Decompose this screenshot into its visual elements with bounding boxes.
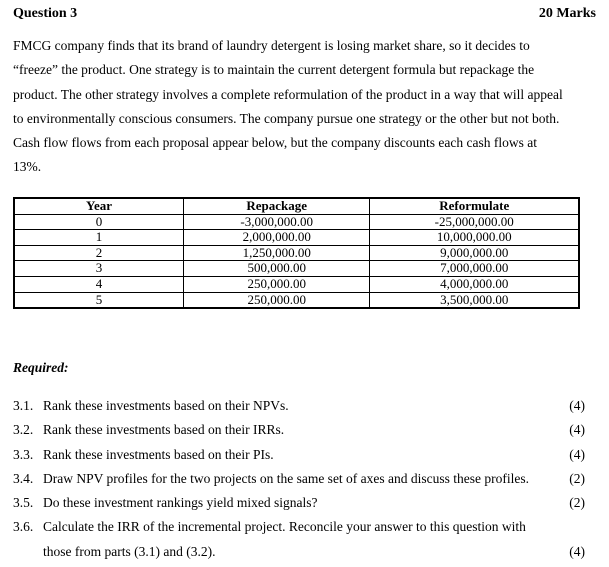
list-item <box>13 515 585 564</box>
list-item <box>13 443 585 467</box>
intro-line: Cash flow flows from each proposal appear below, but the company discounts each cash flows at <box>13 135 537 151</box>
question-text: Rank these investments based on their IRRs. <box>43 422 285 438</box>
intro-line: “freeze” the product. One strategy is to maintain the current detergent formula but repackage the <box>13 62 535 78</box>
question-number: 3.2. <box>13 422 34 438</box>
question-text: Draw NPV profiles for the two projects on the same set of axes and discuss these profiles. <box>43 470 530 486</box>
list-item <box>13 394 585 418</box>
question-mark: (2) <box>569 470 585 486</box>
table-cell: 500,000.00 <box>184 261 370 277</box>
table-cell: 1,250,000.00 <box>184 245 370 261</box>
table-cell: 250,000.00 <box>184 276 370 292</box>
table-cell: -25,000,000.00 <box>370 214 579 230</box>
cash-flow-table <box>13 197 580 309</box>
table-cell: 0 <box>14 214 184 230</box>
table-row <box>14 261 579 277</box>
question-number: 3.3. <box>13 446 34 462</box>
intro-line: product. The other strategy involves a complete reformulation of the product in a way that will appeal <box>13 86 563 102</box>
question-title: Question 3 <box>13 6 78 21</box>
list-item <box>13 491 585 515</box>
intro-paragraph <box>13 34 596 180</box>
table-cell: 9,000,000.00 <box>370 245 579 261</box>
table-cell: 7,000,000.00 <box>370 261 579 277</box>
question-header <box>13 6 596 26</box>
question-number: 3.1. <box>13 398 34 413</box>
list-item <box>13 418 585 442</box>
question-marks: 20 Marks <box>538 6 596 21</box>
table-row <box>14 292 579 308</box>
required-heading: Required: <box>13 360 69 375</box>
question-list <box>13 394 585 564</box>
list-item <box>13 467 585 491</box>
question-text: Calculate the IRR of the incremental project. Reconcile your answer to this question with those from parts (3.1) and (3.2). <box>43 519 526 559</box>
table-cell: 5 <box>14 292 184 308</box>
table-cell: 2 <box>14 245 184 261</box>
question-number: 3.6. <box>13 519 34 535</box>
table-header-row <box>14 198 579 214</box>
table-cell: 2,000,000.00 <box>184 230 370 246</box>
table-cell: 250,000.00 <box>184 292 370 308</box>
table-row <box>14 214 579 230</box>
table-header-reformulate: Reformulate <box>370 198 579 214</box>
question-mark: (4) <box>569 422 585 438</box>
table-row <box>14 245 579 261</box>
table-cell: 10,000,000.00 <box>370 230 579 246</box>
question-text: Rank these investments based on their NPVs. <box>43 398 289 413</box>
question-mark: (4) <box>569 398 585 413</box>
table-cell: 1 <box>14 230 184 246</box>
table-header-repackage: Repackage <box>184 198 370 214</box>
table-cell: -3,000,000.00 <box>184 214 370 230</box>
intro-line: to environmentally conscious consumers. The company pursue one strategy or the other but not both. <box>13 110 560 126</box>
table-row <box>14 276 579 292</box>
intro-line: 13%. <box>13 159 42 175</box>
question-number: 3.5. <box>13 495 34 511</box>
question-mark: (4) <box>569 543 585 559</box>
question-text: Rank these investments based on their PIs. <box>43 446 274 462</box>
table-cell: 3 <box>14 261 184 277</box>
table-header-year: Year <box>14 198 184 214</box>
question-mark: (2) <box>569 495 585 511</box>
table-cell: 4,000,000.00 <box>370 276 579 292</box>
table-cell: 4 <box>14 276 184 292</box>
question-number: 3.4. <box>13 470 34 486</box>
table-cell: 3,500,000.00 <box>370 292 579 308</box>
table-row <box>14 230 579 246</box>
intro-line: FMCG company finds that its brand of laundry detergent is losing market share, so it decides to <box>13 38 530 53</box>
question-text: Do these investment rankings yield mixed signals? <box>43 495 318 511</box>
question-mark: (4) <box>569 446 585 462</box>
